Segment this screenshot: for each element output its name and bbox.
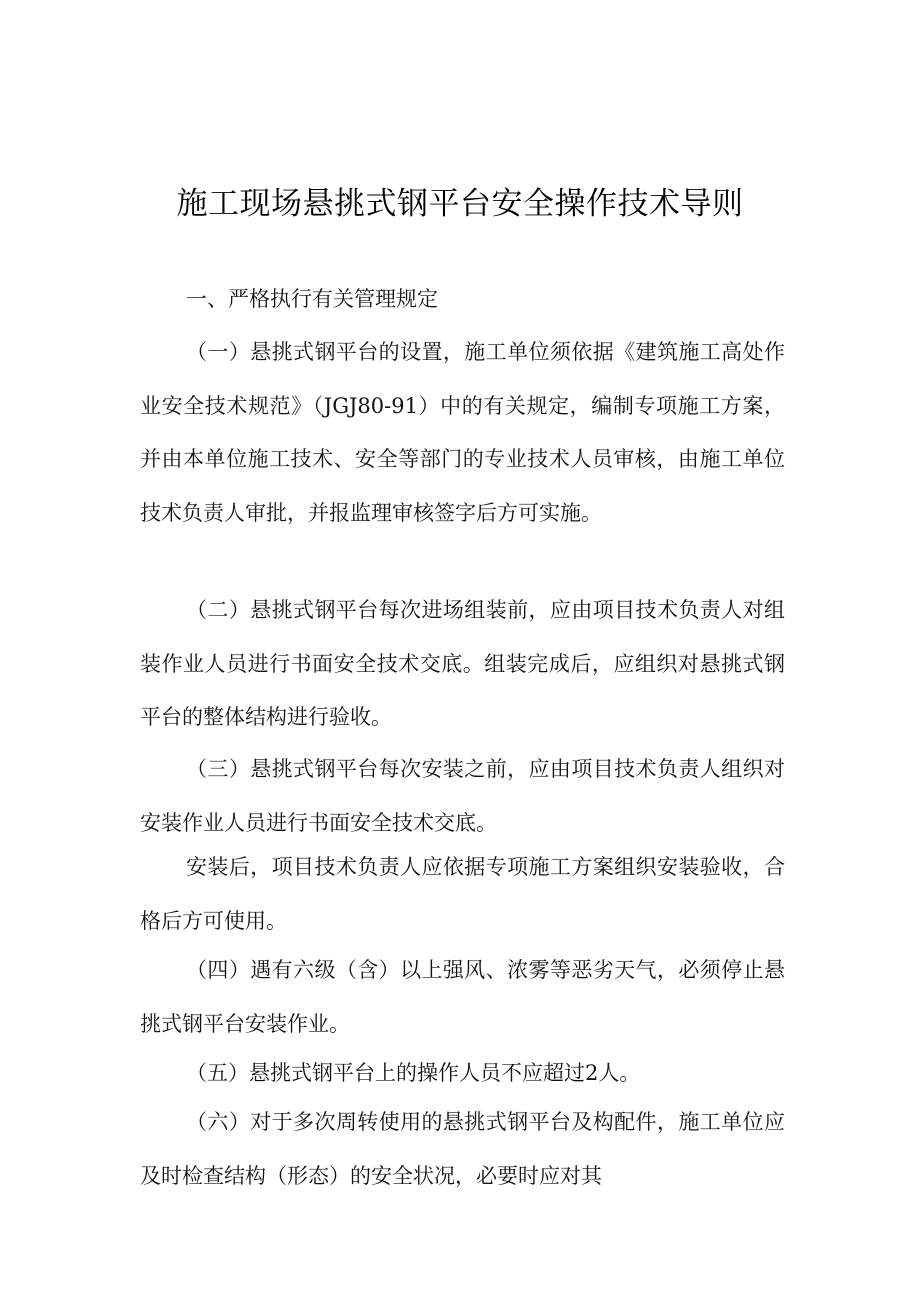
section-heading: 一、严格执行有关管理规定 bbox=[186, 287, 438, 311]
paragraph-1: （一）悬挑式钢平台的设置，施工单位须依据《建筑施工高处作业安全技术规范》（JGJ80-91）中的有关规定，编制专项施工方案，并由本单位施工技术、安全等部门的专业技术人员审核，由施工单位技术负责人审批，并报监理审核签字后方可实施。 bbox=[140, 340, 785, 525]
paragraph-3: （三）悬挑式钢平台每次安装之前，应由项目技术负责人组织对安装作业人员进行书面安全技术交底。 bbox=[140, 757, 785, 835]
paragraph-5: （四）遇有六级（含）以上强风、浓雾等恶劣天气，必须停止悬挑式钢平台安装作业。 bbox=[140, 958, 785, 1036]
document-title: 施工现场悬挑式钢平台安全操作技术导则 bbox=[176, 186, 744, 222]
paragraph-4: 安装后，项目技术负责人应依据专项施工方案组织安装验收，合格后方可使用。 bbox=[140, 855, 785, 933]
paragraph-2: （二）悬挑式钢平台每次进场组装前，应由项目技术负责人对组装作业人员进行书面安全技术交底。组装完成后，应组织对悬挑式钢平台的整体结构进行验收。 bbox=[140, 598, 785, 729]
paragraph-6: （五）悬挑式钢平台上的操作人员不应超过2人。 bbox=[186, 1061, 641, 1085]
paragraph-7: （六）对于多次周转使用的悬挑式钢平台及构配件，施工单位应及时检查结构（形态）的安全状况，必要时应对其 bbox=[140, 1110, 785, 1188]
